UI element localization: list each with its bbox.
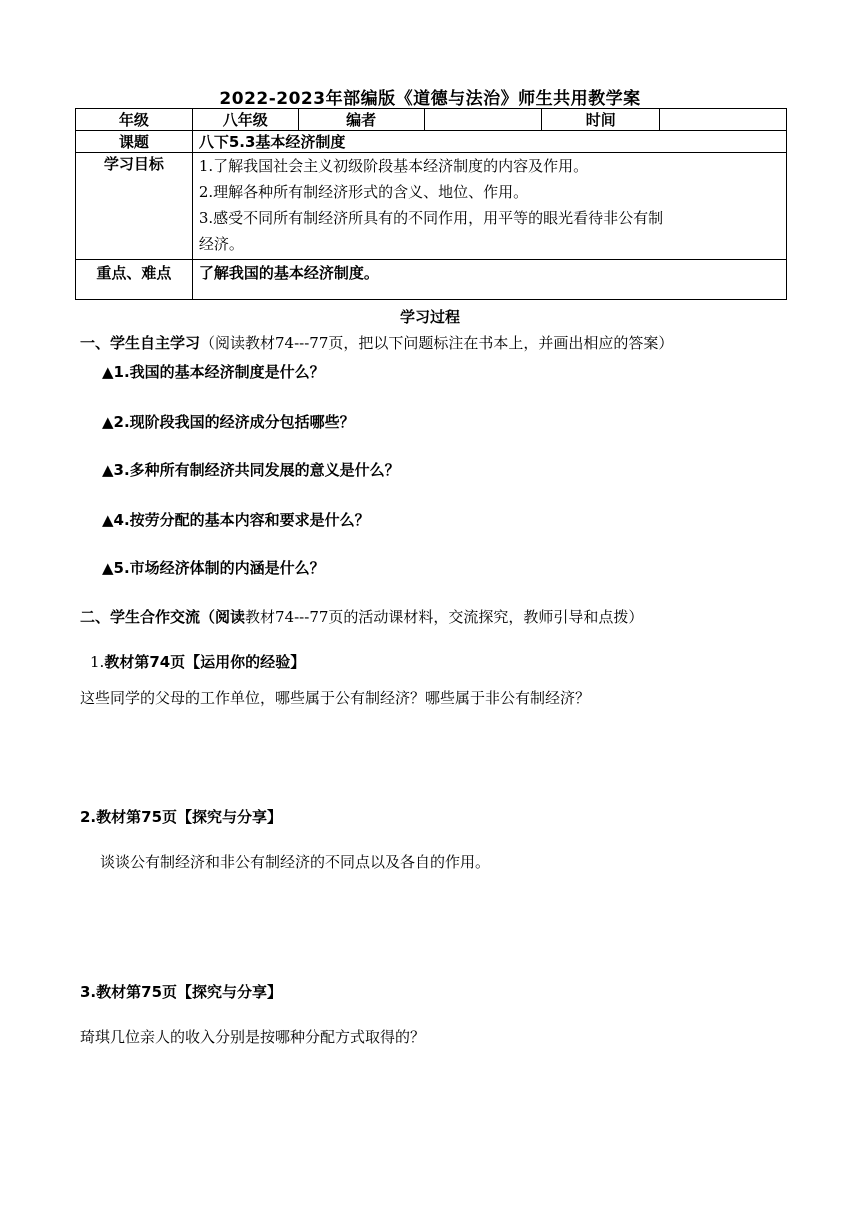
focus-value: 了解我国的基本经济制度。: [192, 260, 786, 300]
activity-title: 教材第75页【探究与分享】: [96, 983, 283, 1001]
activity-title-2: [80, 806, 282, 827]
question-item: ▲1.我国的基本经济制度是什么？: [102, 363, 325, 381]
time-value: [660, 109, 787, 131]
section2-note: 教材74---77页的活动课材料，交流探究，教师引导和点拨）: [245, 608, 644, 626]
question-item: ▲4.按劳分配的基本内容和要求是什么？: [102, 511, 370, 529]
question-item: ▲5.市场经济体制的内涵是什么？: [102, 559, 325, 577]
activity-question: 这些同学的父母的工作单位，哪些属于公有制经济？哪些属于非公有制经济？: [80, 689, 591, 707]
activity-title-1: [90, 651, 305, 672]
grade-value: 八年级: [192, 109, 298, 131]
goal-item: 经济。: [198, 235, 244, 253]
section1-heading-line: [80, 332, 673, 353]
activity-question: 琦琪几位亲人的收入分别是按哪种分配方式取得的？: [80, 1028, 426, 1046]
goals-label: 学习目标: [76, 153, 193, 260]
info-row-focus: [76, 260, 787, 300]
section2-heading-line: [80, 606, 643, 627]
info-row-goals: [76, 153, 787, 260]
section2-note-bold: （阅读: [200, 608, 246, 626]
grade-label: 年级: [76, 109, 193, 131]
info-row-grade: [76, 109, 787, 131]
activity-number: 1.: [90, 653, 105, 671]
topic-value: 八下5.3基本经济制度: [192, 131, 786, 153]
activity-title: 教材第74页【运用你的经验】: [104, 653, 306, 671]
goal-item: 1.了解我国社会主义初级阶段基本经济制度的内容及作用。: [198, 157, 589, 175]
goal-item: 2.理解各种所有制经济形式的含义、地位、作用。: [198, 183, 529, 201]
process-title: 学习过程: [399, 308, 460, 326]
question-item: ▲2.现阶段我国的经济成分包括哪些？: [102, 413, 355, 431]
activity-number: 3.: [80, 983, 97, 1001]
editor-label: 编者: [298, 109, 424, 131]
time-label: 时间: [542, 109, 660, 131]
section1-heading: 一、学生自主学习: [80, 334, 201, 352]
section1-note: （阅读教材74---77页，把以下问题标注在书本上，并画出相应的答案）: [200, 334, 674, 352]
editor-value: [424, 109, 542, 131]
section2-heading: 二、学生合作交流: [80, 608, 201, 626]
document-title: 2022-2023年部编版《道德与法治》师生共用教学案: [219, 89, 641, 109]
info-row-topic: [76, 131, 787, 153]
goal-item: 3.感受不同所有制经济所具有的不同作用，用平等的眼光看待非公有制: [198, 209, 664, 227]
activity-question: 谈谈公有制经济和非公有制经济的不同点以及各自的作用。: [100, 853, 491, 871]
activity-number: 2.: [80, 808, 97, 826]
activity-title-3: [80, 981, 282, 1002]
focus-label: 重点、难点: [76, 260, 193, 300]
goals-cell: [192, 153, 786, 260]
info-table: [75, 108, 787, 300]
question-item: ▲3.多种所有制经济共同发展的意义是什么？: [102, 461, 400, 479]
activity-title: 教材第75页【探究与分享】: [96, 808, 283, 826]
topic-label: 课题: [76, 131, 193, 153]
